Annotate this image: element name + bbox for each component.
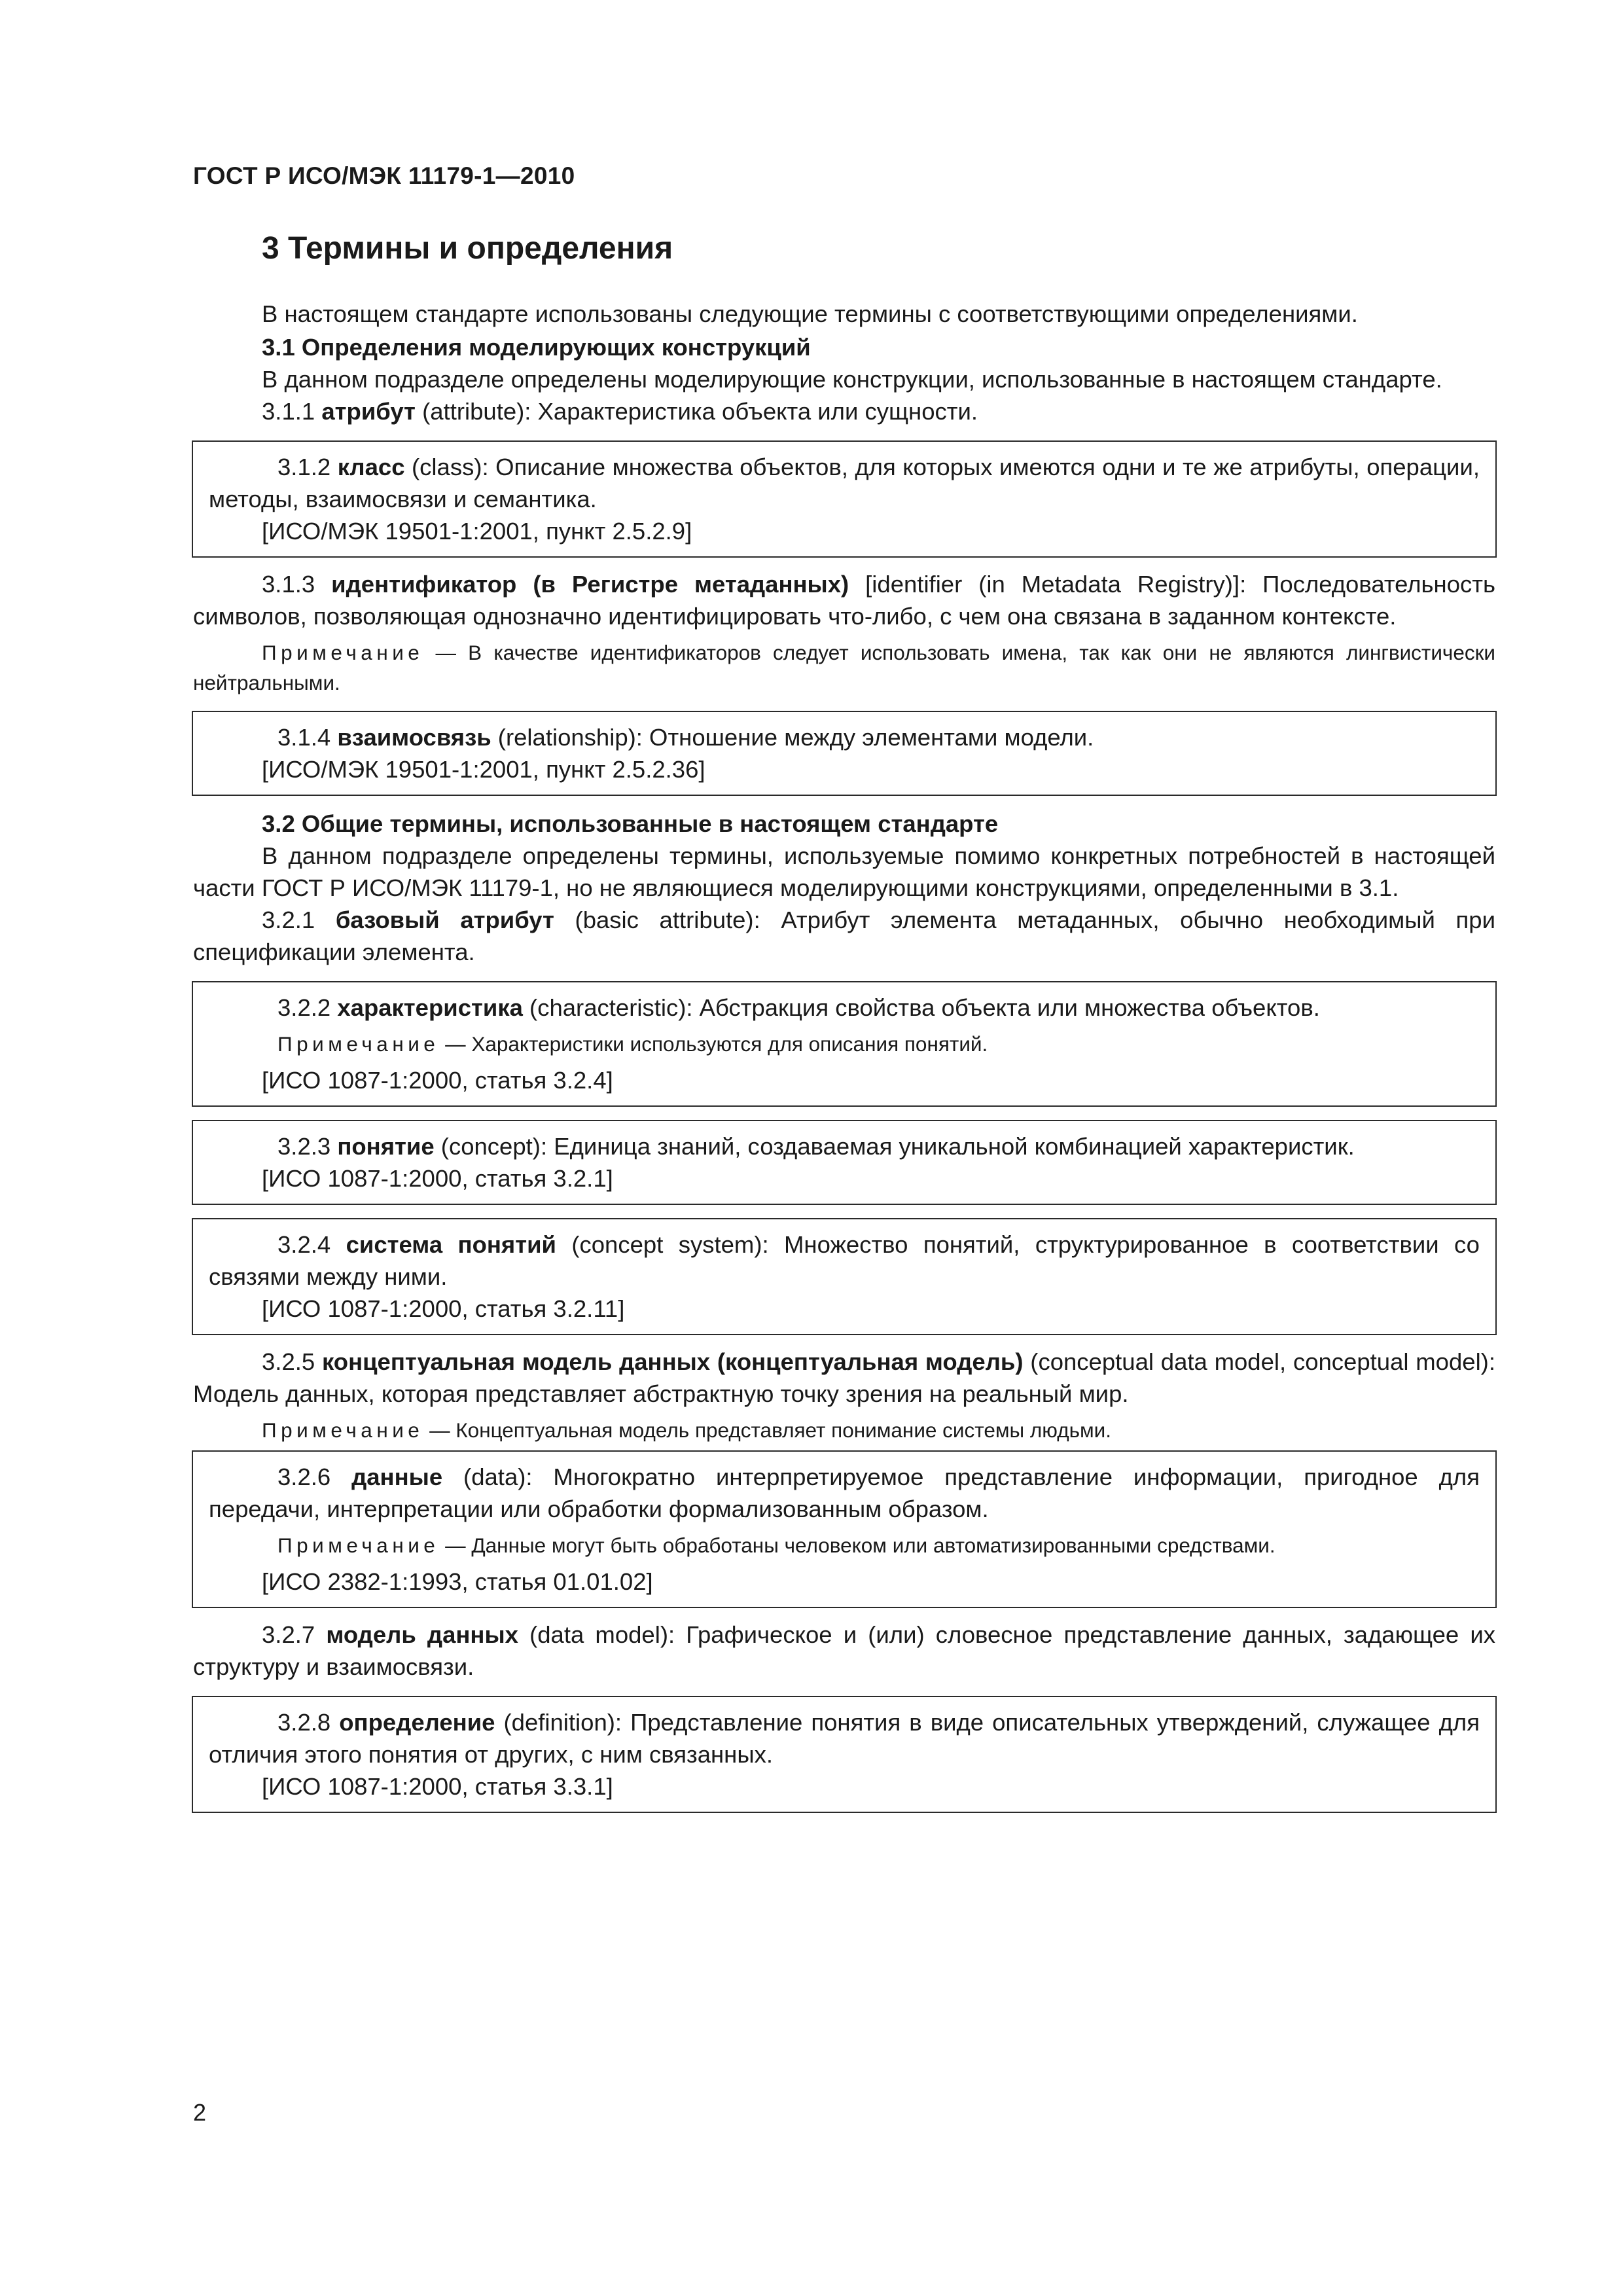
section-title: 3 Термины и определения bbox=[262, 231, 673, 266]
term-3-1-4 bbox=[209, 721, 1480, 753]
term-box-3-2-2 bbox=[192, 981, 1497, 1107]
note-3-2-5 bbox=[193, 1415, 1495, 1445]
term-3-1-1 bbox=[193, 395, 1495, 427]
term-3-2-7 bbox=[193, 1619, 1495, 1683]
note-text: — В качестве идентификаторов следует использовать имена, так как они не являются лингвистически нейтральными. bbox=[193, 641, 1495, 694]
note-label: Примечание bbox=[262, 641, 424, 664]
term-definition: (definition): Представление понятия в виде описательных утверждений, служащее для отличия этого понятия от других, с ним связанных. bbox=[209, 1709, 1480, 1768]
term-reference: [ИСО 1087-1:2000, статья 3.2.1] bbox=[262, 1165, 613, 1192]
term-box-3-2-6 bbox=[192, 1450, 1497, 1608]
note-3-2-6 bbox=[209, 1530, 1480, 1560]
term-name: характеристика bbox=[337, 994, 523, 1021]
document-header: ГОСТ Р ИСО/МЭК 11179-1—2010 bbox=[193, 162, 575, 189]
term-reference: [ИСО 1087-1:2000, статья 3.3.1] bbox=[262, 1773, 613, 1800]
subsection-desc-3-2: В данном подразделе определены термины, используемые помимо конкретных потребностей в настоящей части ГОСТ Р ИСО/МЭК 11179-1, но не являющиеся моделирующими конструкциями, определенными в 3.1. bbox=[193, 842, 1495, 901]
term-definition: (data): Многократно интерпретируемое представление информации, пригодное для передачи, интерпретации или обработки формализованным образом. bbox=[209, 1463, 1480, 1522]
term-3-2-3 bbox=[209, 1130, 1480, 1162]
term-number: 3.2.1 bbox=[262, 906, 315, 933]
term-number: 3.2.2 bbox=[277, 994, 331, 1021]
term-number: 3.1.3 bbox=[262, 571, 315, 598]
term-reference: [ИСО/МЭК 19501-1:2001, пункт 2.5.2.9] bbox=[262, 518, 692, 545]
term-definition: [identifier (in Metadata Registry)]: Последовательность символов, позволяющая однозначно идентифицировать что-либо, с чем она связана в заданном контексте. bbox=[193, 571, 1495, 630]
term-name: система понятий bbox=[346, 1231, 556, 1258]
term-name: атрибут bbox=[321, 398, 416, 425]
term-number: 3.2.3 bbox=[277, 1133, 331, 1160]
term-reference: [ИСО/МЭК 19501-1:2001, пункт 2.5.2.36] bbox=[262, 756, 705, 783]
term-3-2-2 bbox=[209, 992, 1480, 1024]
term-definition: (data model): Графическое и (или) словесное представление данных, задающее их структуру и взаимосвязи. bbox=[193, 1621, 1495, 1680]
content bbox=[193, 298, 1495, 1813]
term-name: определение bbox=[339, 1709, 495, 1736]
term-name: взаимосвязь bbox=[337, 724, 491, 751]
term-name: класс bbox=[337, 454, 405, 480]
note-3-2-2 bbox=[209, 1029, 1480, 1059]
term-number: 3.2.8 bbox=[277, 1709, 331, 1736]
term-definition: (relationship): Отношение между элементами модели. bbox=[491, 724, 1094, 751]
term-number: 3.2.6 bbox=[277, 1463, 331, 1490]
term-3-2-8 bbox=[209, 1706, 1480, 1770]
term-name: идентификатор (в Регистре метаданных) bbox=[331, 571, 849, 598]
note-label: Примечание bbox=[262, 1418, 424, 1442]
term-definition: (concept system): Множество понятий, структурированное в соответствии со связями между ними. bbox=[209, 1231, 1480, 1290]
term-name: базовый атрибут bbox=[335, 906, 554, 933]
term-definition: (basic attribute): Атрибут элемента метаданных, обычно необходимый при спецификации элемента. bbox=[193, 906, 1495, 965]
term-box-3-1-2 bbox=[192, 440, 1497, 558]
term-3-2-4 bbox=[209, 1229, 1480, 1293]
term-definition: (concept): Единица знаний, создаваемая уникальной комбинацией характеристик. bbox=[434, 1133, 1355, 1160]
term-name: данные bbox=[351, 1463, 443, 1490]
page-number: 2 bbox=[193, 2099, 207, 2126]
term-box-3-2-8 bbox=[192, 1696, 1497, 1813]
term-number: 3.1.4 bbox=[277, 724, 331, 751]
note-text: — Концептуальная модель представляет понимание системы людьми. bbox=[423, 1418, 1112, 1442]
term-number: 3.2.4 bbox=[277, 1231, 331, 1258]
note-text: — Характеристики используются для описания понятий. bbox=[439, 1032, 988, 1056]
term-definition: (characteristic): Абстракция свойства объекта или множества объектов. bbox=[522, 994, 1320, 1021]
term-name: модель данных bbox=[326, 1621, 518, 1648]
note-label: Примечание bbox=[277, 1032, 440, 1056]
term-3-2-5 bbox=[193, 1346, 1495, 1410]
term-box-3-2-4 bbox=[192, 1218, 1497, 1335]
term-definition: (class): Описание множества объектов, для которых имеются одни и те же атрибуты, операции, методы, взаимосвязи и семантика. bbox=[209, 454, 1480, 512]
term-number: 3.2.7 bbox=[262, 1621, 315, 1648]
term-3-1-2 bbox=[209, 451, 1480, 515]
term-number: 3.2.5 bbox=[262, 1348, 315, 1375]
note-label: Примечание bbox=[277, 1534, 440, 1557]
note-text: — Данные могут быть обработаны человеком или автоматизированными средствами. bbox=[439, 1534, 1275, 1557]
term-number: 3.1.2 bbox=[277, 454, 331, 480]
term-number: 3.1.1 bbox=[262, 398, 315, 425]
term-reference: [ИСО 1087-1:2000, статья 3.2.4] bbox=[262, 1067, 613, 1094]
subsection-title-3-1: 3.1 Определения моделирующих конструкций bbox=[262, 334, 811, 361]
term-box-3-1-4 bbox=[192, 711, 1497, 796]
term-name: понятие bbox=[337, 1133, 435, 1160]
term-3-2-1 bbox=[193, 904, 1495, 968]
intro-paragraph: В настоящем стандарте использованы следующие термины с соответствующими определениями. bbox=[262, 300, 1358, 327]
term-3-1-3 bbox=[193, 568, 1495, 632]
term-definition: (attribute): Характеристика объекта или сущности. bbox=[415, 398, 978, 425]
subsection-desc-3-1: В данном подразделе определены моделирующие конструкции, использованные в настоящем стандарте. bbox=[262, 366, 1442, 393]
term-3-2-6 bbox=[209, 1461, 1480, 1525]
subsection-title-3-2: 3.2 Общие термины, использованные в настоящем стандарте bbox=[262, 810, 999, 837]
term-definition: (conceptual data model, conceptual model): Модель данных, которая представляет абстрактную точку зрения на реальный мир. bbox=[193, 1348, 1495, 1407]
note-3-1-3 bbox=[193, 637, 1495, 698]
term-name: концептуальная модель данных (концептуальная модель) bbox=[321, 1348, 1024, 1375]
term-reference: [ИСО 2382-1:1993, статья 01.01.02] bbox=[262, 1568, 653, 1595]
term-reference: [ИСО 1087-1:2000, статья 3.2.11] bbox=[262, 1295, 625, 1322]
term-box-3-2-3 bbox=[192, 1120, 1497, 1205]
